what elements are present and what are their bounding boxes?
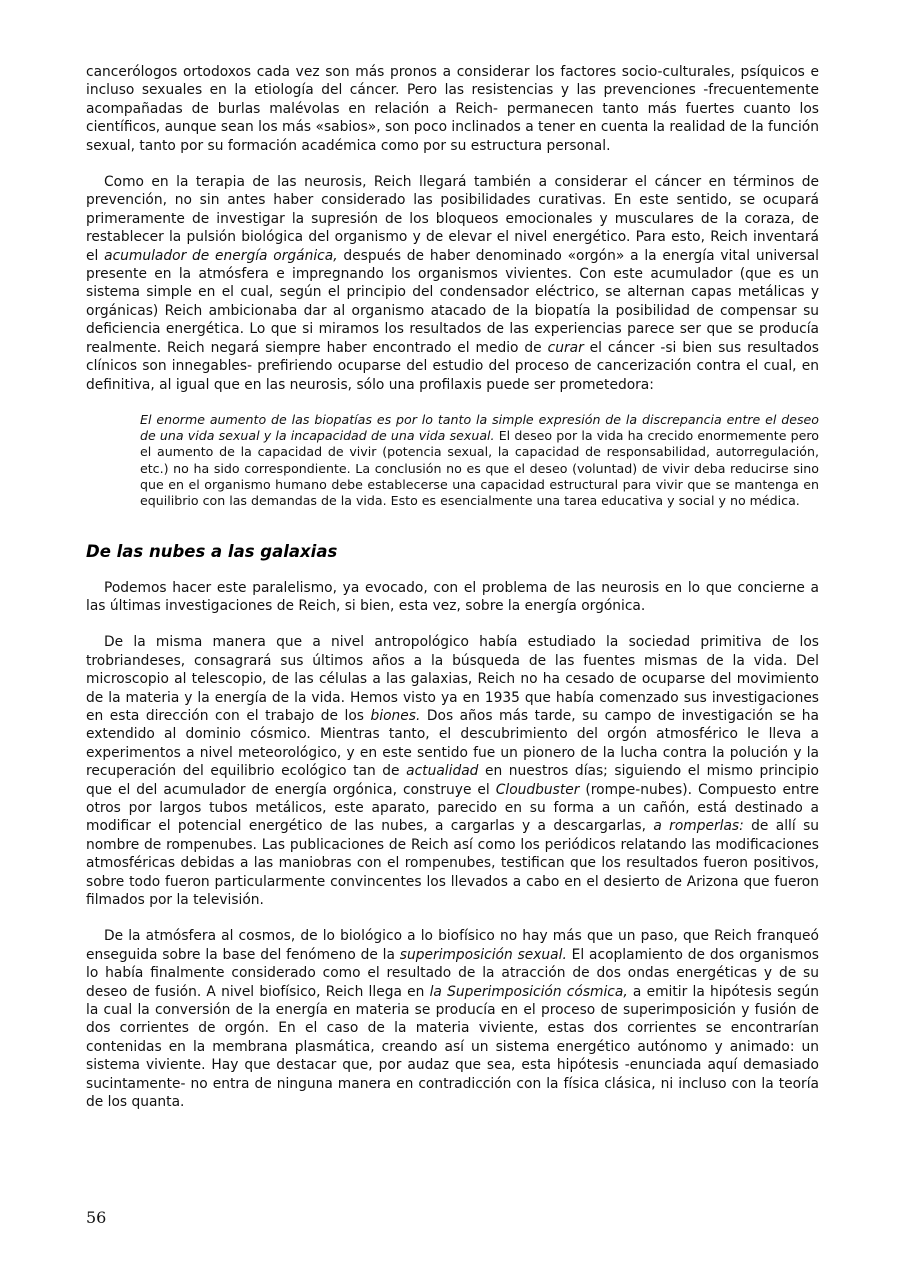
paragraph-5 [86,927,819,1111]
quote-text: El deseo por la vida ha crecido enormemente pero el aumento de la capacidad de vivir (potencia sexual, la capacidad de responsabilidad, autorregulación, etc.) no ha sido correspondiente. La conclusión no es que el deseo (voluntad) de vivir deba reducirse sino que en el organismo humano debe establecerse una capacidad estructural para vivir que se mantenga en equilibrio con las demandas de la vida. Esto es esencialmente una tarea educativa y social y no médica. [140,428,819,508]
text-run: Dos años más tarde, su campo de investigación se ha extendido al dominio cósmico. Mientras tanto, el descubrimiento del orgón atmosférico le lleva a experimentos a nivel meteorológico, y en este sentido fue un pionero de la lucha contra la polución y la recuperación del equilibrio ecológico tan de [86,707,819,780]
italic-term: la Superimposición cósmica, [429,983,628,1000]
italic-term: curar [547,339,584,356]
italic-term: a romperlas: [653,818,744,835]
paragraph-1: cancerólogos ortodoxos cada vez son más pronos a considerar los factores socio-culturales, psíquicos e incluso sexuales en la etiología del cáncer. Pero las resistencias y las prevenciones -frecuentemente acompañadas de burlas malévolas en relación a Reich- permanecen tanto más fuertes cuanto los científicos, aunque sean los más «sabios», son poco inclinados a tener en cuenta la realidad de la función sexual, tanto por su formación académica como por su estructura personal. [86,64,819,154]
text-run: Como en la terapia de las neurosis, Reich llegará también a considerar el cáncer en términos de prevención, no sin antes haber considerado las posibilidades curativas. En este sentido, se ocupará primeramente de investigar la supresión de los bloqueos emocionales y musculares de la coraza, de restablecer la pulsión biológica del organismo y de elevar el nivel energético. Para esto, Reich inventará el [86,174,819,264]
text-run: de allí su nombre de rompenubes. Las publicaciones de Reich así como los periódicos relatando las modificaciones atmosféricas debidas a las maniobras con el rompenubes, testifican que los resultados fueron positivos, sobre todo fueron particularmente convincentes los llevados a cabo en el desierto de Arizona que fueron filmados por la televisión. [86,818,820,909]
text-run: De la atmósfera al cosmos, de lo biológico a lo biofísico no hay más que un paso, que Reich franqueó enseguida sobre la base del fenómeno de la [86,928,819,963]
document-page [86,63,819,1130]
italic-term: Cloudbuster [495,781,580,798]
text-run: el cáncer -si bien sus resultados clínicos son innegables- prefiriendo ocuparse del estudio del proceso de cancerización contra el cual, en definitiva, al igual que en las neurosis, sólo una profilaxis puede ser prometedora: [86,339,819,393]
section-heading: De las nubes a las galaxias [86,542,338,562]
italic-term: actualidad [406,763,479,780]
quote-italic: El enorme aumento de las biopatías es por lo tanto la simple expresión de la discrepancia entre el deseo de una vida sexual y la incapacidad de una vida sexual. [140,411,819,444]
text-run: El acoplamiento de dos organismos lo había finalmente considerado como el resultado de la atracción de dos ondas energéticas y de su deseo de fusión. A nivel biofísico, Reich llega en [86,946,819,1000]
paragraph-4 [86,633,819,909]
paragraph-2 [86,173,819,394]
italic-term: acumulador de energía orgánica, [104,247,338,264]
page-number: 56 [86,1208,107,1227]
text-run: (rompe-nubes). Compuesto entre otros por largos tubos metálicos, este aparato, parecido en su forma a un cañón, está destinado a modificar el potencial energético de las nubes, a cargarlas y a descargarlas, [86,781,819,835]
italic-term: superimposición sexual. [399,946,567,963]
text-run: en nuestros días; siguiendo el mismo principio que el del acumulador de energía orgónica, construye el [86,763,819,798]
italic-term: biones. [370,707,421,724]
paragraph-3: Podemos hacer este paralelismo, ya evocado, con el problema de las neurosis en lo que concierne a las últimas investigaciones de Reich, si bien, esta vez, sobre la energía orgónica. [86,579,819,614]
text-run: De la misma manera que a nivel antropológico había estudiado la sociedad primitiva de los trobriandeses, consagrará sus últimos años a la búsqueda de las fuentes mismas de la vida. Del microscopio al telescopio, de las células a las galaxias, Reich no ha cesado de ocuparse del movimiento de la materia y la energía de la vida. Hemos visto ya en 1935 que había comenzado sus investigaciones en esta dirección con el trabajo de los [86,634,819,724]
text-run: a emitir la hipótesis según la cual la conversión de la energía en materia se producía en el proceso de superimposición y fusión de dos corrientes de orgón. En el caso de la materia viviente, estas dos corrientes se encontrarían contenidas en la membrana plasmática, creando así un sistema energético autónomo y animado: un sistema viviente. Hay que destacar que, por audaz que sea, esta hipótesis -enunciada aquí demasiado sucintamente- no entra de ninguna manera en contradicción con la física clásica, ni incluso con la teoría de los quanta. [86,983,819,1111]
block-quote [140,412,819,509]
text-run: después de haber denominado «orgón» a la energía vital universal presente en la atmósfera e impregnando los organismos vivientes. Con este acumulador (que es un sistema simple en el cual, según el principio del condensador eléctrico, se alternan capas metálicas y orgánicas) Reich ambicionaba dar al organismo atacado de la biopatía la posibilidad de compensar su deficiencia energética. Lo que si miramos los resultados de las experiencias parece ser que se producía realmente. Reich negará siempre haber encontrado el medio de [86,247,819,356]
